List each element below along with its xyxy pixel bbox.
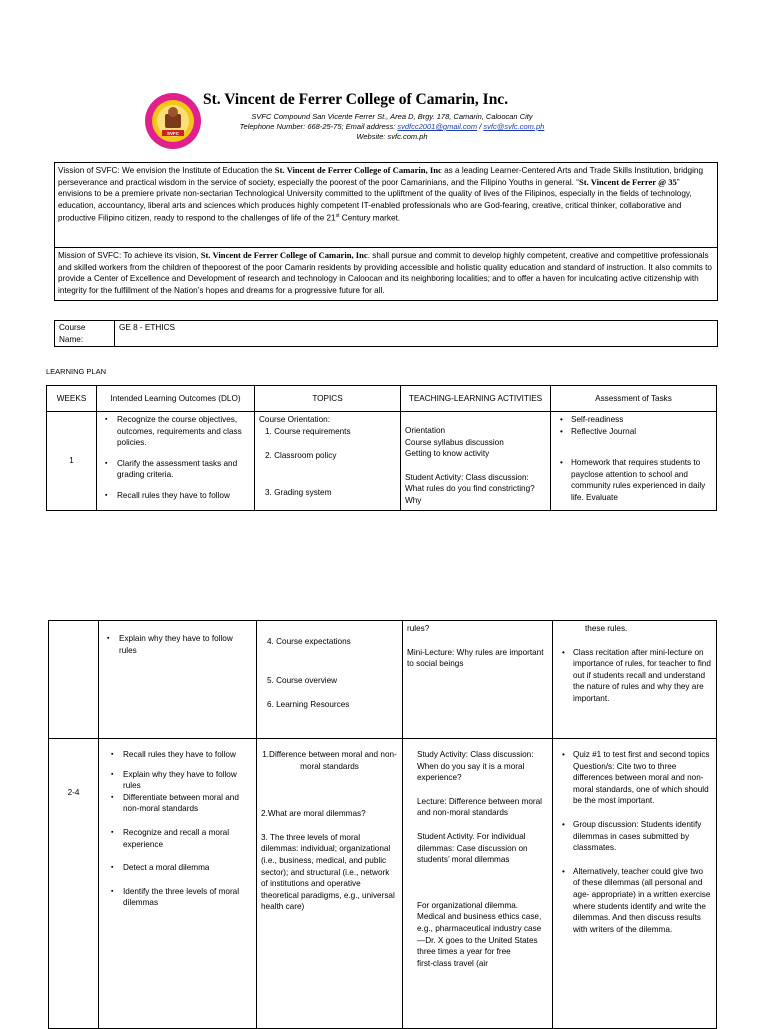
- topics-cell: [257, 739, 403, 1029]
- header-assessment: Assessment of Tasks: [551, 386, 717, 412]
- header-topics: TOPICS: [255, 386, 401, 412]
- list-item: • Homework that requires students to payclose attention to school and community rules experienced in daily life. Evaluate: [555, 457, 712, 503]
- list-item: ▪ Recognize and recall a moral experience: [107, 827, 252, 850]
- list-item: Orientation: [405, 426, 446, 435]
- college-seal-logo: [144, 92, 202, 150]
- list-item: ▪ Recognize the course objectives, outcomes, requirements and class policies.: [101, 414, 250, 449]
- vision-text-1: Vission of SVFC: We envision the Institute of Education the: [58, 166, 275, 175]
- list-item: Study Activity: Class discussion: When do you say it is a moral experience?: [417, 750, 534, 783]
- list-item: ▪ Explain why they have to follow rules: [103, 633, 252, 656]
- list-item: rules?: [407, 624, 430, 633]
- assessment-cell: [553, 621, 717, 739]
- assessment-cell: [551, 412, 717, 511]
- list-item: Student Activity: Class discussion: What rules do you find constricting? Why: [405, 472, 535, 505]
- list-item: Mini-Lecture: Why rules are important to social beings: [407, 647, 544, 669]
- telephone-text: Telephone Number: 668-25-75; Email address:: [239, 122, 398, 131]
- email-separator: /: [477, 122, 484, 131]
- topics-title: Course Orientation:: [259, 415, 330, 424]
- list-item: ▪ Explain why they have to follow rules: [107, 769, 252, 792]
- list-item: 3. Grading system: [265, 487, 332, 497]
- list-item: • Self-readiness: [555, 414, 712, 426]
- list-item: • Class recitation after mini-lecture on importance of rules, for teacher to find out if students recall and understand the nature of rules and why they are important.: [557, 647, 712, 705]
- list-item: ▪ Clarify the assessment tasks and grading criteria.: [101, 458, 250, 481]
- vision-text-3: ” envisions to be a premiere private non-sectarian Technological University committed to the upliftment of the quality of lives of the Filipinos, especially in the fields of technology, education, accountancy, liberal arts and sciences which produces highly competent IT-enabled professionals who are God-fearing, creative, critical thinker, collaborative and productive Filipino citizen, ready to respond to the challenges of life of the 21: [58, 177, 692, 224]
- vision-box: [54, 162, 718, 248]
- course-name-label: Course Name:: [55, 321, 115, 347]
- course-table: [54, 320, 718, 347]
- vision-at-35: St. Vincent de Ferrer @ 35: [578, 176, 677, 187]
- topics-cell: [257, 621, 403, 739]
- list-item: ▪ Recall rules they have to follow: [101, 490, 250, 502]
- list-item: 1. Course requirements: [265, 426, 351, 436]
- learning-plan-label: LEARNING PLAN: [46, 367, 107, 376]
- list-item: 3. The three levels of moral dilemmas: individual; organizational (i.e., business, medical, and public sector); and structural (i.e., network of institutions and operative theoretical paradigms, e.g., universal health care): [261, 832, 395, 912]
- list-item: Student Activity. For individual dilemmas: Case discussion on students’ moral dilemmas: [417, 831, 528, 865]
- vision-text-2: as a leading Learner-Centered Arts and Trade Skills Institution, bridging perseverance and practical wisdom in the service of society, especially the poorest of the poor Camarinians, and the Filipino Youths in general. “: [58, 166, 704, 187]
- header-dlo: Intended Learning Outcomes (DLO): [97, 386, 255, 412]
- list-item: • Alternatively, teacher could give two of these dilemmas (all personal and age- appropriate) in a written exercise where students identify and write the dilemmas. And then discuss results with writers of the dilemma.: [557, 866, 712, 936]
- vision-sup: st: [335, 213, 340, 220]
- mission-text-2: . shall pursue and commit to develop highly competent, creative and competitive professionals and skilled workers from the children of thepoorest of the poor Camarin residents by providing accessible and holistic quality education and standard of instruction. It also commits to provide a Center of Excellence and Development of research and technology in Caloocan and its neighboring localities; and to offer a haven for inculcating active citizenship with integrity for the fulfillment of the Nation’s hopes and dreams for a progressive future for all.: [58, 251, 712, 295]
- list-item: ▪ Recall rules they have to follow: [107, 749, 252, 761]
- week-cell: 2-4: [49, 739, 99, 1029]
- list-item: ▪ Differentiate between moral and non-moral standards: [107, 792, 252, 815]
- list-item: • Reflective Journal: [555, 426, 712, 438]
- list-item: Getting to know activity: [405, 449, 490, 459]
- tla-cell: [403, 739, 553, 1029]
- list-item: ▪ Detect a moral dilemma: [107, 862, 252, 874]
- list-item: • Group discussion: Students identify dilemmas in cases submitted by classmates.: [557, 819, 712, 854]
- list-item: 4. Course expectations: [267, 637, 351, 646]
- course-name-value: GE 8 - ETHICS: [115, 321, 718, 347]
- list-item: 6. Learning Resources: [267, 700, 350, 710]
- mission-text-1: Mission of SVFC: To achieve its vision,: [58, 251, 201, 260]
- table-row: [49, 621, 717, 739]
- header-tla: TEACHING-LEARNING ACTIVITIES: [401, 386, 551, 412]
- vision-text-4: Century market.: [339, 214, 401, 224]
- header-weeks: WEEKS: [47, 386, 97, 412]
- table-row: [47, 412, 717, 511]
- list-item: Course syllabus discussion: [405, 437, 504, 447]
- tla-cell: [403, 621, 553, 739]
- list-item: For organizational dilemma. Medical and business ethics case, e.g., pharmaceutical industry case—Dr. X goes to the United States three times a year for free: [417, 900, 542, 957]
- assessment-cell: [553, 739, 717, 1029]
- dlo-cell: [97, 412, 255, 511]
- email-link-2[interactable]: svfc@svfc.com.ph: [483, 122, 545, 131]
- tla-cell: [401, 412, 551, 511]
- college-address: SVFC Compound San Vicente Ferrer St., Area D, Brgy. 178, Camarin, Caloocan City: [251, 112, 533, 121]
- dlo-cell: [99, 621, 257, 739]
- website-text: Website: svfc.com.ph: [356, 132, 428, 141]
- list-item: these rules.: [585, 624, 628, 633]
- list-item: 5. Course overview: [267, 675, 338, 685]
- table-header-row: [47, 386, 717, 412]
- list-item: 1.Difference between moral and non-moral standards: [262, 750, 397, 771]
- vision-college-name: St. Vincent de Ferrer College of Camarin, Inc: [274, 165, 442, 175]
- list-item: 2.What are moral dilemmas?: [261, 809, 366, 819]
- list-item: 2. Classroom policy: [265, 451, 337, 461]
- seal-text: SVFC: [166, 131, 180, 136]
- list-item: ▪ Identify the three levels of moral dilemmas: [107, 886, 252, 909]
- learning-plan-table-continued: [48, 620, 717, 1029]
- list-item: Lecture: Difference between moral and non-moral standards: [417, 796, 543, 818]
- college-name: St. Vincent de Ferrer College of Camarin, Inc.: [203, 91, 509, 108]
- dlo-cell: [99, 739, 257, 1029]
- mission-college-name: St. Vincent de Ferrer College of Camarin, Inc: [200, 250, 368, 260]
- learning-plan-table: [46, 385, 717, 511]
- topics-cell: [255, 412, 401, 511]
- contact-line: [172, 122, 612, 131]
- table-row: [49, 739, 717, 1029]
- email-link-1[interactable]: svdfcc2001@gmail.com: [397, 122, 478, 131]
- list-item: • Quiz #1 to test first and second topics Question/s: Cite two to three differences between moral and non-moral standards, one of which should be the most important.: [557, 749, 712, 807]
- week-cell: [49, 621, 99, 739]
- mission-box: [54, 247, 718, 301]
- list-item: first-class travel (air: [417, 958, 488, 968]
- week-cell: 1: [47, 412, 97, 511]
